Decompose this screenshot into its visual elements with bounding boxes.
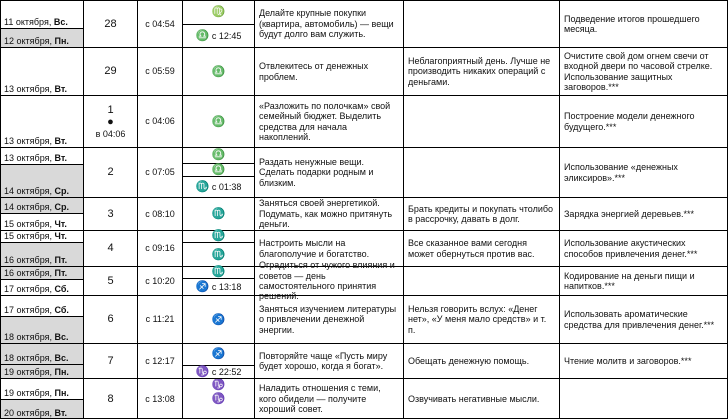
lunar-day-number: 3 xyxy=(107,207,114,220)
date-cell xyxy=(0,213,83,230)
zodiac-cell xyxy=(182,378,254,419)
recommendation-cell xyxy=(254,0,403,47)
date-weekday: Пт. xyxy=(54,254,68,265)
date-weekday: Пн. xyxy=(54,387,69,398)
moonrise-time: с 07:05 xyxy=(145,167,175,178)
ritual-cell xyxy=(559,0,728,47)
lunar-day-cell xyxy=(83,0,137,47)
zodiac-sign xyxy=(183,148,254,164)
zodiac-sign xyxy=(183,279,254,296)
date-cell xyxy=(0,279,83,295)
zodiac-glyph-icon: ♏ xyxy=(211,208,226,221)
zodiac-sign xyxy=(183,267,254,279)
lunar-day-number: 2 xyxy=(107,166,114,179)
zodiac-glyph-icon: ♑ xyxy=(211,393,226,406)
recommendation-cell xyxy=(254,260,403,302)
moonrise-time: с 13:08 xyxy=(145,393,175,404)
ritual-cell xyxy=(559,230,728,266)
moonrise-cell xyxy=(137,295,182,343)
zodiac-glyph-icon: ♏ xyxy=(211,230,226,243)
zodiac-sign xyxy=(183,48,254,96)
warning-cell xyxy=(403,343,559,378)
zodiac-glyph-icon: ♐ xyxy=(211,348,226,361)
zodiac-sign xyxy=(183,296,254,344)
date-day: 19 октября, xyxy=(4,387,55,398)
date-weekday: Сб. xyxy=(54,304,69,315)
date-cell xyxy=(0,343,83,364)
lunar-day-number: 1 xyxy=(107,103,114,116)
warning-cell xyxy=(403,95,559,147)
zodiac-sign xyxy=(183,96,254,148)
moonrise-cell xyxy=(137,378,182,419)
ritual-text: Построение модели денежного будущего.*** xyxy=(564,111,695,132)
lunar-day-cell xyxy=(83,197,137,230)
ritual-cell xyxy=(559,147,728,197)
recommendation-text: Отвлекитесь от денежных проблем. xyxy=(259,61,369,82)
moonrise-cell xyxy=(137,343,182,378)
warning-text: Обещать денежную помощь. xyxy=(408,355,530,366)
lunar-day-cell xyxy=(83,147,137,197)
date-cell xyxy=(0,266,83,279)
recommendation-text: Заняться своей энергетикой. Подумать, как можно притянуть деньги. xyxy=(259,198,393,230)
ritual-cell xyxy=(559,295,728,343)
ritual-text: Использование акустических способов привлечения денег.*** xyxy=(564,238,698,259)
zodiac-glyph-icon: ♏ xyxy=(195,181,210,194)
zodiac-cell xyxy=(182,295,254,343)
date-day: 17 октября, xyxy=(4,304,55,315)
moonrise-time: с 11:21 xyxy=(145,314,175,325)
zodiac-glyph-icon: ♑ xyxy=(211,379,226,391)
warning-text: Озвучивать негативные мысли. xyxy=(408,393,540,404)
date-day: 17 октября, xyxy=(4,283,55,294)
date-day: 20 октября, xyxy=(4,407,55,418)
zodiac-cell xyxy=(182,95,254,147)
date-weekday: Ср. xyxy=(54,201,69,212)
moonrise-cell xyxy=(137,95,182,147)
date-day: 15 октября, xyxy=(4,230,55,241)
warning-text: Все сказанное вами сегодня может обернуться против вас. xyxy=(408,238,535,259)
date-day: 19 октября, xyxy=(4,366,55,377)
date-weekday: Вс. xyxy=(54,331,69,342)
date-cell xyxy=(0,28,83,47)
zodiac-sign xyxy=(183,177,254,198)
ritual-cell xyxy=(559,266,728,295)
recommendation-cell xyxy=(254,197,403,230)
ritual-text: Кодирование на деньги пищи и напитков.*** xyxy=(564,270,695,291)
date-day: 13 октября, xyxy=(4,83,55,94)
zodiac-sign xyxy=(183,198,254,231)
recommendation-text: Раздать ненужные вещи. Сделать подарки родным и близким. xyxy=(259,156,374,188)
zodiac-cell xyxy=(182,343,254,391)
warning-cell xyxy=(403,197,559,230)
moonrise-time: с 08:10 xyxy=(145,208,175,219)
ritual-text: Зарядка энергией деревьев.*** xyxy=(564,208,695,219)
moonrise-time: с 12:17 xyxy=(145,355,175,366)
lunar-day-number: 5 xyxy=(107,274,114,287)
date-cell xyxy=(0,295,83,316)
date-weekday: Пт. xyxy=(54,267,68,278)
zodiac-glyph-icon: ♎ xyxy=(211,65,226,78)
date-weekday: Чт. xyxy=(54,218,67,229)
recommendation-cell xyxy=(254,147,403,197)
warning-cell xyxy=(403,0,559,47)
date-day: 14 октября, xyxy=(4,185,55,196)
date-day: 14 октября, xyxy=(4,201,55,212)
warning-cell xyxy=(403,230,559,266)
ritual-text: Использовать ароматические средства для привлечения денег.*** xyxy=(564,309,715,330)
date-day: 13 октября, xyxy=(4,152,55,163)
date-weekday: Пн. xyxy=(54,366,69,377)
ritual-cell xyxy=(559,378,728,419)
date-cell xyxy=(0,95,83,147)
date-cell xyxy=(0,147,83,164)
date-cell xyxy=(0,164,83,197)
recommendation-text: Делайте крупные покупки (квартира, автомобиль) — вещи будут долго вам служить. xyxy=(259,8,394,40)
warning-text: Неблагоприятный день. Лучше не производить никаких операций с деньгами. xyxy=(408,55,551,87)
zodiac-sign xyxy=(183,231,254,243)
zodiac-cell xyxy=(182,266,254,295)
warning-cell xyxy=(403,47,559,95)
lunar-day-cell xyxy=(83,295,137,343)
zodiac-glyph-icon: ♍ xyxy=(211,6,226,19)
ritual-text: Чтение молитв и заговоров.*** xyxy=(564,355,692,366)
lunar-day-cell xyxy=(83,95,137,147)
lunar-day-number: 6 xyxy=(107,313,114,326)
zodiac-glyph-icon: ♑ xyxy=(195,365,210,378)
lunar-day-cell xyxy=(83,343,137,378)
date-cell xyxy=(0,0,83,28)
recommendation-cell xyxy=(254,295,403,343)
date-cell xyxy=(0,197,83,213)
recommendation-text: Повторяйте чаще «Пусть миру будет хорошо, когда я богат». xyxy=(259,350,388,371)
moonrise-time: с 04:54 xyxy=(145,18,175,29)
recommendation-text: Оградиться от чужого влияния и советов — день самостоятельного принятия решений. xyxy=(259,260,395,302)
date-weekday: Пн. xyxy=(54,35,69,46)
lunar-day-cell xyxy=(83,378,137,419)
moonrise-cell xyxy=(137,266,182,295)
moonrise-time: с 04:06 xyxy=(145,116,175,127)
ritual-text: Использование «денежных эликсиров».*** xyxy=(564,162,678,183)
date-day: 13 октября, xyxy=(4,135,55,146)
zodiac-cell xyxy=(182,230,254,266)
zodiac-glyph-icon: ♎ xyxy=(195,30,210,43)
zodiac-sign xyxy=(183,164,254,177)
date-weekday: Вс. xyxy=(54,352,69,363)
ritual-text: Очистите свой дом огнем свечи от входной двери по часовой стрелке. Использование защитных заговоров.*** xyxy=(564,50,713,92)
recommendation-cell xyxy=(254,95,403,147)
new-moon-icon: ● xyxy=(107,116,114,129)
zodiac-glyph-icon: ♏ xyxy=(211,266,226,279)
lunar-day-number: 29 xyxy=(104,65,117,78)
date-day: 12 октября, xyxy=(4,35,55,46)
lunar-day-cell xyxy=(83,266,137,295)
ritual-cell xyxy=(559,343,728,378)
zodiac-cell xyxy=(182,0,254,47)
recommendation-text: Настроить мысли на благополучие и богатство. xyxy=(259,238,370,259)
zodiac-time: с 12:45 xyxy=(209,31,242,42)
recommendation-cell xyxy=(254,343,403,378)
moonrise-time: с 05:59 xyxy=(145,66,175,77)
zodiac-sign xyxy=(183,1,254,25)
date-cell xyxy=(0,242,83,266)
zodiac-glyph-icon: ♎ xyxy=(211,149,226,162)
warning-cell xyxy=(403,147,559,197)
warning-cell xyxy=(403,378,559,419)
recommendation-cell xyxy=(254,47,403,95)
date-weekday: Вс. xyxy=(53,16,68,27)
date-cell xyxy=(0,399,83,419)
warning-text: Брать кредиты и покупать чтолибо в рассрочку, давать в долг. xyxy=(408,203,554,224)
zodiac-glyph-icon: ♐ xyxy=(211,313,226,326)
lunar-day-cell xyxy=(83,230,137,266)
date-day: 15 октября, xyxy=(4,218,55,229)
recommendation-cell xyxy=(254,378,403,419)
moonrise-cell xyxy=(137,47,182,95)
date-weekday: Вт. xyxy=(54,83,67,94)
recommendation-text: «Разложить по полочкам» свой семейный бюджет. Выделить средства для начала накоплений. xyxy=(259,100,391,142)
date-cell xyxy=(0,316,83,343)
lunar-day-number: 28 xyxy=(104,17,117,30)
date-day: 16 октября, xyxy=(4,254,55,265)
warning-cell xyxy=(403,266,559,295)
ritual-cell xyxy=(559,95,728,147)
date-cell xyxy=(0,364,83,378)
zodiac-time: с 13:18 xyxy=(209,282,242,293)
zodiac-cell xyxy=(182,147,254,197)
zodiac-cell xyxy=(182,47,254,95)
moonrise-time: с 10:20 xyxy=(145,275,175,286)
warning-cell xyxy=(403,295,559,343)
moonrise-time: с 09:16 xyxy=(145,243,175,254)
zodiac-time: с 22:52 xyxy=(209,366,242,377)
moonrise-cell xyxy=(137,230,182,266)
date-weekday: Вт. xyxy=(54,407,67,418)
ritual-text: Подведение итогов прошедшего месяца. xyxy=(564,13,700,34)
date-day: 18 октября, xyxy=(4,331,55,342)
recommendation-text: Заняться изучением литературы о привлечении денежной энергии. xyxy=(259,303,397,335)
lunar-day-cell xyxy=(83,47,137,95)
date-weekday: Чт. xyxy=(54,230,67,241)
date-cell xyxy=(0,378,83,399)
lunar-day-number: 4 xyxy=(107,242,114,255)
date-weekday: Сб. xyxy=(54,283,69,294)
zodiac-glyph-icon: ♎ xyxy=(211,163,226,176)
zodiac-sign xyxy=(183,243,254,267)
date-day: 11 октября, xyxy=(4,16,54,27)
date-weekday: Вт. xyxy=(54,152,67,163)
zodiac-sign xyxy=(183,344,254,366)
zodiac-glyph-icon: ♎ xyxy=(211,115,226,128)
lunar-day-time: в 04:06 xyxy=(95,128,126,139)
date-cell xyxy=(0,230,83,242)
zodiac-sign xyxy=(183,25,254,48)
zodiac-glyph-icon: ♐ xyxy=(195,281,210,294)
moonrise-cell xyxy=(137,197,182,230)
zodiac-cell xyxy=(182,197,254,230)
ritual-cell xyxy=(559,47,728,95)
moonrise-cell xyxy=(137,0,182,47)
recommendation-text: Наладить отношения с теми, кого обидели — получите хороший совет. xyxy=(259,383,381,415)
date-weekday: Ср. xyxy=(54,185,69,196)
ritual-cell xyxy=(559,197,728,230)
date-day: 16 октября, xyxy=(4,267,55,278)
date-weekday: Вт. xyxy=(54,135,67,146)
zodiac-glyph-icon: ♏ xyxy=(211,248,226,261)
zodiac-sign xyxy=(183,379,254,420)
date-cell xyxy=(0,47,83,95)
zodiac-time: с 01:38 xyxy=(209,182,242,193)
moonrise-cell xyxy=(137,147,182,197)
warning-text: Нельзя говорить вслух: «Денег нет», «У меня мало средств» и т. п. xyxy=(408,303,547,335)
lunar-day-number: 8 xyxy=(107,392,114,405)
lunar-day-number: 7 xyxy=(107,354,114,367)
date-day: 18 октября, xyxy=(4,352,55,363)
